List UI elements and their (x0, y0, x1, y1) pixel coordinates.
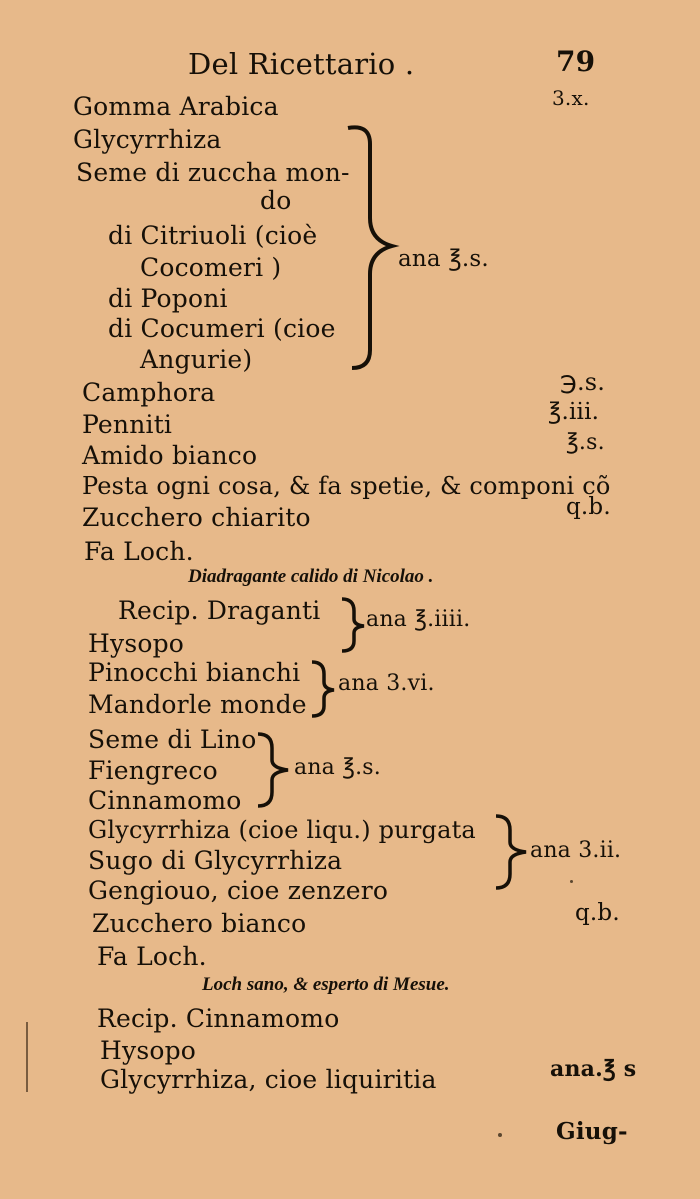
ingredient-line: Recip. Draganti (118, 596, 321, 625)
curly-brace (306, 658, 340, 720)
ink-speck (570, 880, 573, 883)
ingredient-line: Seme di Lino (88, 725, 257, 754)
ingredient-line: Penniti (82, 410, 173, 439)
quantity-label: ana ℥.iiii. (366, 607, 471, 632)
quantity-label: ℥.s. (566, 430, 605, 455)
curly-brace (252, 730, 298, 810)
quantity-label: ana ℥.s. (294, 755, 381, 780)
ingredient-line: Gengiouo, cioe zenzero (88, 876, 389, 905)
ingredient-line: Glycyrrhiza, cioe liquiritia (100, 1065, 437, 1094)
ingredient-line: Pinocchi bianchi (88, 658, 301, 687)
ingredient-line: Camphora (82, 378, 216, 407)
ingredient-line: Fa Loch. (97, 942, 207, 971)
ingredient-line: Zucchero chiarito (82, 503, 311, 532)
ink-speck (498, 1133, 502, 1137)
ingredient-line: Cinnamomo (88, 786, 242, 815)
margin-rule (26, 1022, 28, 1092)
curly-brace (340, 122, 400, 372)
ingredient-line: di Poponi (108, 284, 228, 313)
quantity-label: q.b. (575, 900, 620, 926)
ingredient-line: di Citriuoli (cioè (108, 221, 318, 250)
ingredient-line: Cocomeri ) (140, 253, 282, 282)
ingredient-line: Pesta ogni cosa, & fa spetie, & componi cõ (82, 472, 611, 500)
ingredient-line: Fa Loch. (84, 537, 194, 566)
running-title: Del Ricettario . (188, 47, 415, 81)
ingredient-line: Hysopo (100, 1036, 197, 1065)
ingredient-line: Fiengreco (88, 756, 218, 785)
ingredient-line: Glycyrrhiza (73, 125, 222, 154)
curly-brace (336, 595, 370, 655)
quantity-label: ℈.s. (560, 368, 606, 396)
quantity-label: ana.℥ s (550, 1056, 637, 1082)
ingredient-line: Hysopo (88, 629, 185, 658)
quantity-label: 3.x. (552, 86, 590, 110)
ingredient-line: Sugo di Glycyrrhiza (88, 846, 343, 875)
ingredient-line: Mandorle monde (88, 690, 307, 719)
quantity-label: ana 3.vi. (338, 671, 435, 696)
quantity-label: q.b. (566, 494, 611, 520)
quantity-label: ana 3.ii. (530, 838, 622, 863)
quantity-label: ℥.iii. (548, 399, 600, 425)
ingredient-line: Gomma Arabica (73, 92, 279, 121)
recipe-title: Diadragante calido di Nicolao . (188, 566, 434, 587)
page-number: 79 (556, 45, 596, 78)
ingredient-line: Glycyrrhiza (cioe liqu.) purgata (88, 816, 476, 844)
ingredient-line: di Cocumeri (cioe (108, 314, 336, 343)
ingredient-line: Seme di zuccha mon- (76, 158, 350, 187)
catchword: Giug- (556, 1118, 628, 1145)
ingredient-line: Angurie) (140, 345, 253, 374)
ingredient-line: do (260, 186, 292, 215)
ingredient-line: Zucchero bianco (92, 909, 307, 938)
ingredient-line: Recip. Cinnamomo (97, 1004, 340, 1033)
ingredient-line: Amido bianco (82, 441, 258, 470)
quantity-label: ana ℥.s. (398, 246, 489, 272)
recipe-title: Loch sano, & esperto di Mesue. (202, 974, 450, 995)
